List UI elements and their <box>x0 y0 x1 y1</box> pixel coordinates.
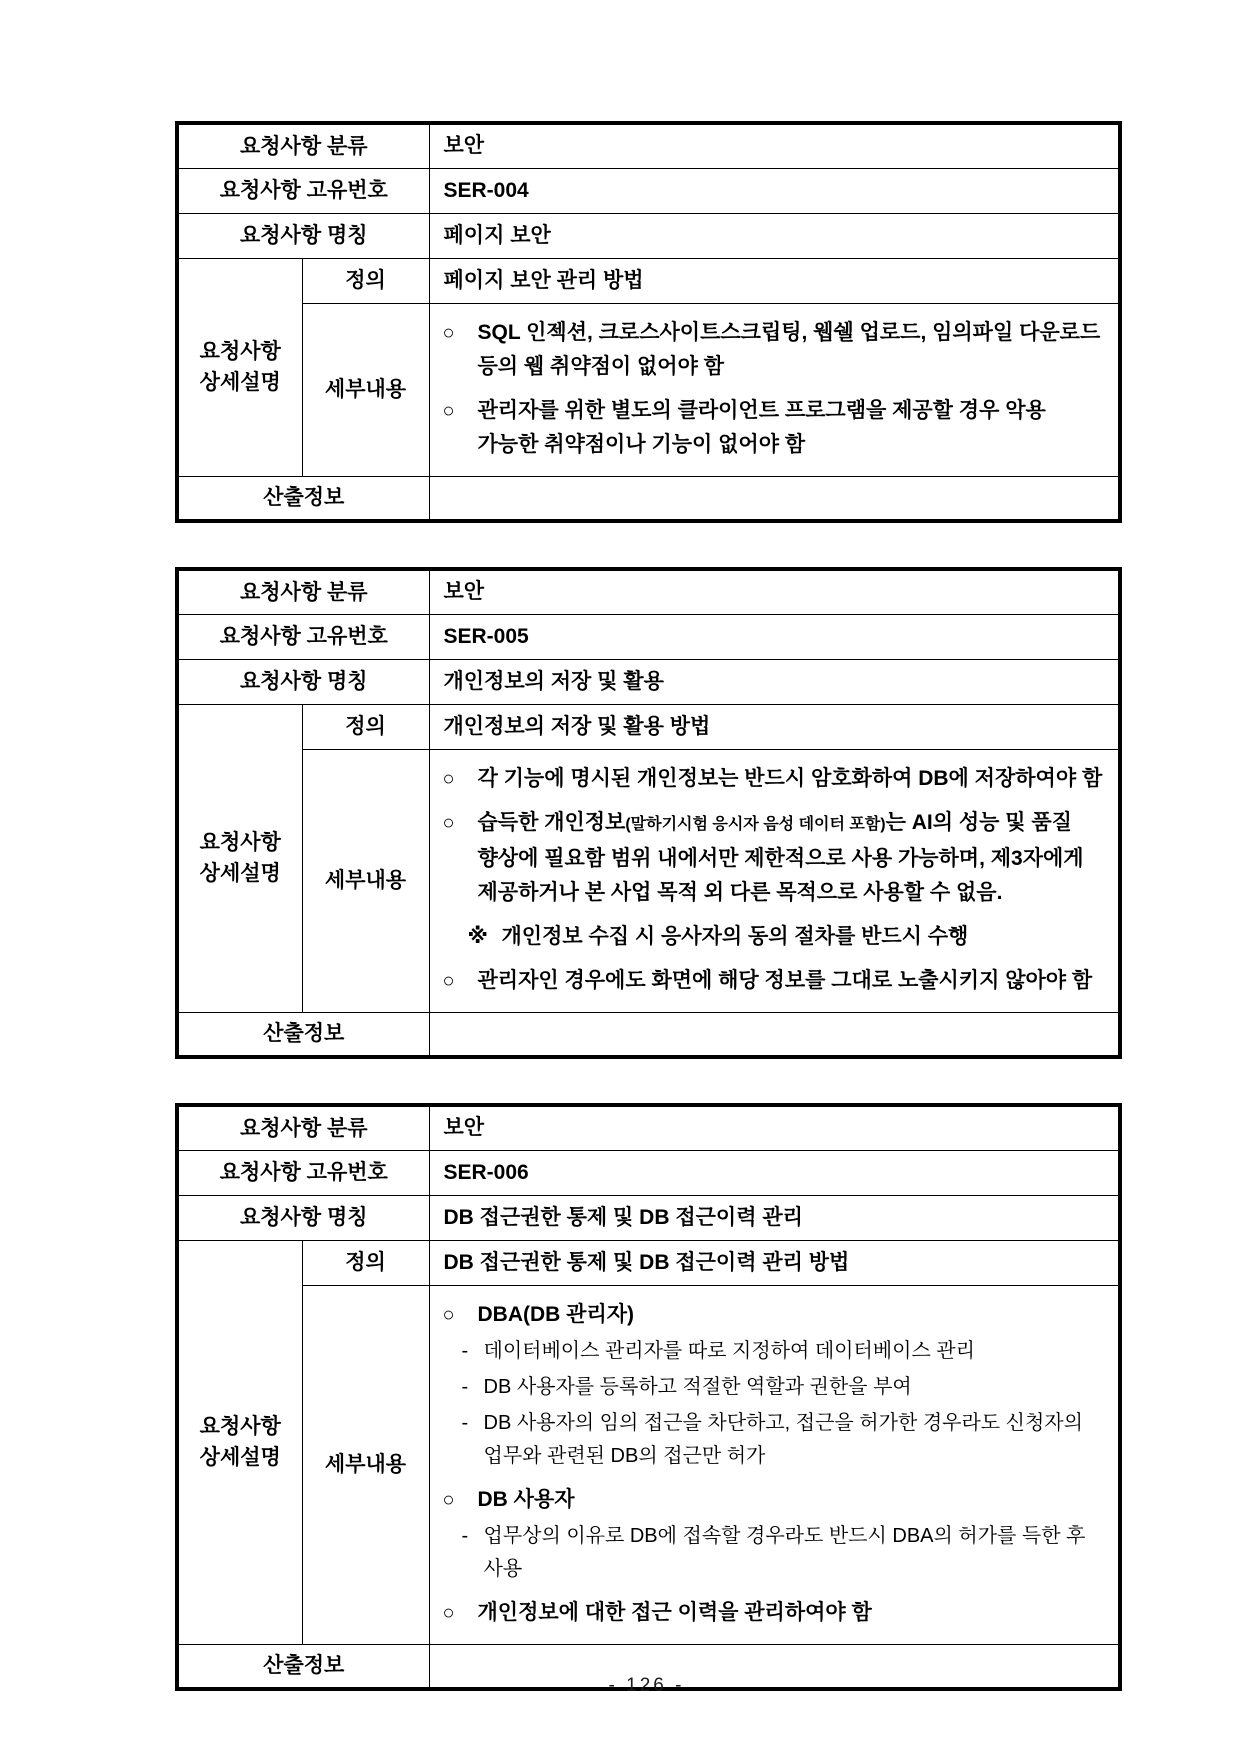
table-row <box>177 258 1120 303</box>
dash-marker: - <box>461 1411 469 1434</box>
details-label: 세부내용 <box>302 303 429 476</box>
detail-item <box>442 920 1105 954</box>
table-row <box>177 704 1120 749</box>
unique-id-label: 요청사항 고유번호 <box>177 168 429 213</box>
detail-text-segment: SQL 인젝션, 크로스사이트스크립팅, 웹쉘 업로드, 임의파일 다운로드 등의 웹 취약점이 없어야 함 <box>477 320 1101 378</box>
detail-text-segment: 개인정보에 대한 접근 이력을 관리하여야 함 <box>477 1600 872 1624</box>
output-value <box>429 476 1120 521</box>
name-value: 페이지 보안 <box>429 213 1120 258</box>
details-label: 세부내용 <box>302 749 429 1012</box>
detail-text-segment: 각 기능에 명시된 개인정보는 반드시 암호화하여 DB에 저장하여야 함 <box>477 766 1103 790</box>
page-number: - 126 - <box>608 1675 685 1696</box>
detail-item <box>442 316 1105 384</box>
unique-id-value: SER-004 <box>429 168 1120 213</box>
detail-text-segment: DB 사용자 <box>477 1487 575 1511</box>
requirement-table <box>175 121 1122 523</box>
detail-text-segment: DB 사용자를 등록하고 적절한 역할과 권한을 부여 <box>483 1375 912 1398</box>
detail-item <box>442 762 1105 796</box>
table-row <box>177 1012 1120 1057</box>
table-row <box>177 476 1120 521</box>
unique-id-value: SER-005 <box>429 614 1120 659</box>
table-row <box>177 659 1120 704</box>
circle-marker: ○ <box>442 399 455 422</box>
detail-item <box>442 806 1105 910</box>
document-page-content <box>175 121 1118 1735</box>
table-row <box>177 569 1120 614</box>
unique-id-label: 요청사항 고유번호 <box>177 1150 429 1195</box>
circle-marker: ○ <box>442 767 455 790</box>
detail-text-segment: (말하기시험 응시자 음성 데이터 포함) <box>625 815 886 833</box>
category-label: 요청사항 분류 <box>177 1105 429 1150</box>
table-row <box>177 168 1120 213</box>
detail-item <box>442 964 1105 998</box>
detail-item <box>442 1407 1105 1473</box>
output-label: 산출정보 <box>177 1644 429 1689</box>
output-label: 산출정보 <box>177 1012 429 1057</box>
output-label: 산출정보 <box>177 476 429 521</box>
detail-text-segment: 는 AI의 성능 및 품질 향상에 필요함 범위 내에서만 제한적으로 사용 가능하며, 제3자에게 제공하거나 본 사업 목적 외 다른 목적으로 사용할 수 없음. <box>477 810 1084 904</box>
table-row <box>177 1195 1120 1240</box>
circle-marker: ○ <box>442 321 455 344</box>
circle-marker: ○ <box>442 1488 455 1511</box>
detail-text-segment: 습득한 개인정보 <box>477 810 626 834</box>
detail-text-segment: 관리자를 위한 별도의 클라이언트 프로그램을 제공할 경우 악용 가능한 취약점이나 기능이 없어야 함 <box>477 398 1046 456</box>
detail-item <box>442 394 1105 462</box>
name-value: 개인정보의 저장 및 활용 <box>429 659 1120 704</box>
detail-text-segment: 데이터베이스 관리자를 따로 지정하여 데이터베이스 관리 <box>483 1339 975 1362</box>
unique-id-label: 요청사항 고유번호 <box>177 614 429 659</box>
detail-item <box>442 1520 1105 1586</box>
category-label: 요청사항 분류 <box>177 569 429 614</box>
name-value: DB 접근권한 통제 및 DB 접근이력 관리 <box>429 1195 1120 1240</box>
requirement-table <box>175 1103 1122 1691</box>
detail-text-segment: 관리자인 경우에도 화면에 해당 정보를 그대로 노출시키지 않아야 함 <box>477 968 1093 992</box>
detail-group-label: 요청사항 상세설명 <box>177 1240 302 1644</box>
definition-label: 정의 <box>302 704 429 749</box>
category-label: 요청사항 분류 <box>177 123 429 168</box>
circle-marker: ○ <box>442 1303 455 1326</box>
detail-text-segment: 업무상의 이유로 DB에 접속할 경우라도 반드시 DBA의 허가를 득한 후 사용 <box>483 1524 1086 1580</box>
dash-marker: - <box>461 1524 469 1547</box>
details-cell <box>429 1285 1120 1644</box>
table-row <box>177 213 1120 258</box>
table-row <box>177 1150 1120 1195</box>
table-row <box>177 749 1120 1012</box>
detail-text-segment: DBA(DB 관리자) <box>477 1302 635 1326</box>
category-value: 보안 <box>429 569 1120 614</box>
name-label: 요청사항 명칭 <box>177 659 429 704</box>
circle-marker: ○ <box>442 969 455 992</box>
table-row <box>177 1105 1120 1150</box>
tables-container <box>175 121 1118 1691</box>
definition-label: 정의 <box>302 258 429 303</box>
detail-item <box>442 1596 1105 1630</box>
definition-value: DB 접근권한 통제 및 DB 접근이력 관리 방법 <box>429 1240 1120 1285</box>
table-row <box>177 1240 1120 1285</box>
table-row <box>177 1285 1120 1644</box>
circle-marker: ○ <box>442 1601 455 1624</box>
detail-group-label: 요청사항 상세설명 <box>177 258 302 476</box>
table-row <box>177 303 1120 476</box>
requirement-table <box>175 567 1122 1059</box>
definition-value: 개인정보의 저장 및 활용 방법 <box>429 704 1120 749</box>
note-marker: ※ <box>467 924 488 948</box>
details-label: 세부내용 <box>302 1285 429 1644</box>
detail-text-segment: DB 사용자의 임의 접근을 차단하고, 접근을 허가한 경우라도 신청자의 업무와 관련된 DB의 접근만 허가 <box>483 1411 1083 1467</box>
detail-item <box>442 1298 1105 1332</box>
dash-marker: - <box>461 1339 469 1362</box>
detail-group-label: 요청사항 상세설명 <box>177 704 302 1012</box>
details-cell <box>429 749 1120 1012</box>
details-cell <box>429 303 1120 476</box>
definition-label: 정의 <box>302 1240 429 1285</box>
detail-item <box>442 1371 1105 1404</box>
table-row <box>177 123 1120 168</box>
category-value: 보안 <box>429 1105 1120 1150</box>
dash-marker: - <box>461 1375 469 1398</box>
circle-marker: ○ <box>442 811 455 834</box>
name-label: 요청사항 명칭 <box>177 213 429 258</box>
detail-item <box>442 1335 1105 1368</box>
output-value <box>429 1012 1120 1057</box>
detail-item <box>442 1483 1105 1517</box>
category-value: 보안 <box>429 123 1120 168</box>
detail-text-segment: 개인정보 수집 시 응사자의 동의 절차를 반드시 수행 <box>501 924 969 948</box>
unique-id-value: SER-006 <box>429 1150 1120 1195</box>
table-row <box>177 614 1120 659</box>
definition-value: 페이지 보안 관리 방법 <box>429 258 1120 303</box>
name-label: 요청사항 명칭 <box>177 1195 429 1240</box>
